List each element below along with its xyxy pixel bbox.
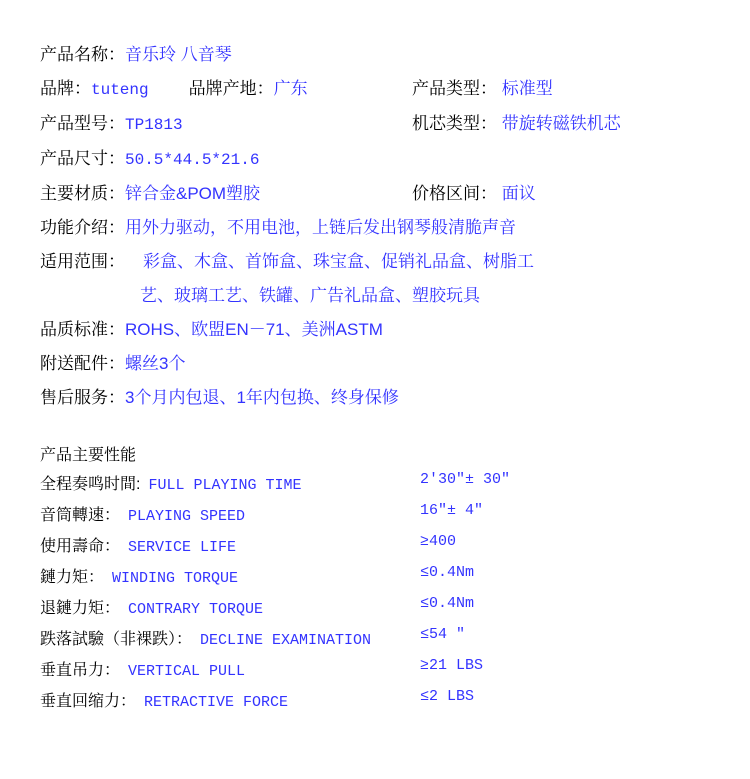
service-value: 3个月内包退、1年内包换、终身保修 [125, 388, 399, 407]
price-group [412, 177, 536, 211]
function-value: 用外力驱动，不用电池，上链后发出钢琴般清脆声音 [125, 218, 516, 237]
perf-label-en: VERTICAL PULL [128, 663, 246, 680]
service-row [40, 381, 750, 415]
product-name-value: 音乐玲 八音琴 [125, 45, 232, 64]
accessory-value: 螺丝3个 [125, 354, 186, 373]
product-type-label: 产品类型： [412, 79, 497, 98]
perf-label-cn: 退鏈力矩： [40, 600, 121, 617]
table-row [40, 688, 750, 719]
table-row [40, 595, 750, 626]
perf-label-en: SERVICE LIFE [128, 539, 237, 556]
table-row [40, 657, 750, 688]
movement-value: 带旋转磁铁机芯 [501, 114, 621, 133]
movement-group [412, 107, 621, 141]
perf-value: ≤2 LBS [420, 688, 475, 705]
model-label: 产品型号： [40, 114, 125, 133]
perf-label-en: WINDING TORQUE [112, 570, 239, 587]
product-type-value: 标准型 [501, 79, 553, 98]
size-row [40, 142, 750, 177]
table-row [40, 533, 750, 564]
scope-value-line2: 艺、玻璃工艺、铁罐、广告礼品盒、塑胶玩具 [140, 286, 480, 305]
brand-origin-value: 广东 [273, 79, 308, 98]
table-row [40, 564, 750, 595]
table-row [40, 471, 750, 502]
function-row [40, 211, 750, 245]
brand-origin-label: 品牌产地： [188, 79, 274, 98]
material-value: 锌合金&POM塑胶 [125, 184, 261, 203]
perf-value: ≥400 [420, 533, 457, 550]
movement-label: 机芯类型： [412, 114, 497, 133]
accessory-row [40, 347, 750, 381]
service-label: 售后服务： [40, 388, 125, 407]
perf-value: ≤0.4Nm [420, 595, 475, 612]
perf-label-cn: 使用壽命： [40, 538, 121, 555]
performance-section-title: 产品主要性能 [40, 447, 137, 464]
scope-row [40, 245, 750, 279]
perf-label-cn: 垂直回缩力： [40, 693, 137, 710]
scope-label: 适用范围： [40, 252, 125, 271]
perf-label-cn: 音筒轉速： [40, 507, 121, 524]
scope-value-line1: 彩盒、木盒、首饰盒、珠宝盒、促销礼品盒、树脂工 [143, 252, 534, 271]
quality-row [40, 313, 750, 347]
model-row [40, 107, 750, 142]
product-type-group [412, 72, 553, 106]
perf-label-en: PLAYING SPEED [128, 508, 246, 525]
table-row [40, 626, 750, 657]
accessory-label: 附送配件： [40, 354, 125, 373]
perf-label-en: CONTRARY TORQUE [128, 601, 264, 618]
material-label: 主要材质： [40, 184, 125, 203]
performance-table [40, 471, 750, 719]
material-row [40, 177, 750, 211]
brand-value: tuteng [91, 81, 149, 99]
model-value: TP1813 [125, 116, 183, 134]
perf-label-cn: 垂直吊力： [40, 662, 121, 679]
quality-value: ROHS、欧盟EN－71、美洲ASTM [125, 320, 383, 339]
perf-label-cn: 跌落試驗（非裸跌）： [40, 631, 193, 648]
product-name-label: 产品名称： [40, 45, 125, 64]
product-name-row [40, 38, 750, 72]
perf-value: ≤0.4Nm [420, 564, 475, 581]
perf-label-en: RETRACTIVE FORCE [144, 694, 289, 711]
perf-label-cn: 鏈力矩： [40, 569, 105, 586]
perf-value: ≥21 LBS [420, 657, 484, 674]
perf-label-en: DECLINE EXAMINATION [200, 632, 372, 649]
function-label: 功能介绍： [40, 218, 125, 237]
size-value: 50.5*44.5*21.6 [125, 151, 260, 169]
perf-label-cn: 全程奏鸣时間: [40, 476, 141, 493]
scope-row-continued [40, 279, 750, 313]
table-row [40, 502, 750, 533]
price-value: 面议 [501, 184, 536, 203]
perf-value: ≤54 ″ [420, 626, 466, 643]
price-label: 价格区间： [412, 184, 497, 203]
perf-value: 2′30″± 30″ [420, 471, 511, 488]
size-label: 产品尺寸： [40, 149, 125, 168]
perf-label-en: FULL PLAYING TIME [148, 477, 302, 494]
brand-row [40, 72, 750, 107]
brand-label: 品牌： [40, 79, 91, 98]
perf-value: 16″± 4″ [420, 502, 484, 519]
quality-label: 品质标准： [40, 320, 125, 339]
